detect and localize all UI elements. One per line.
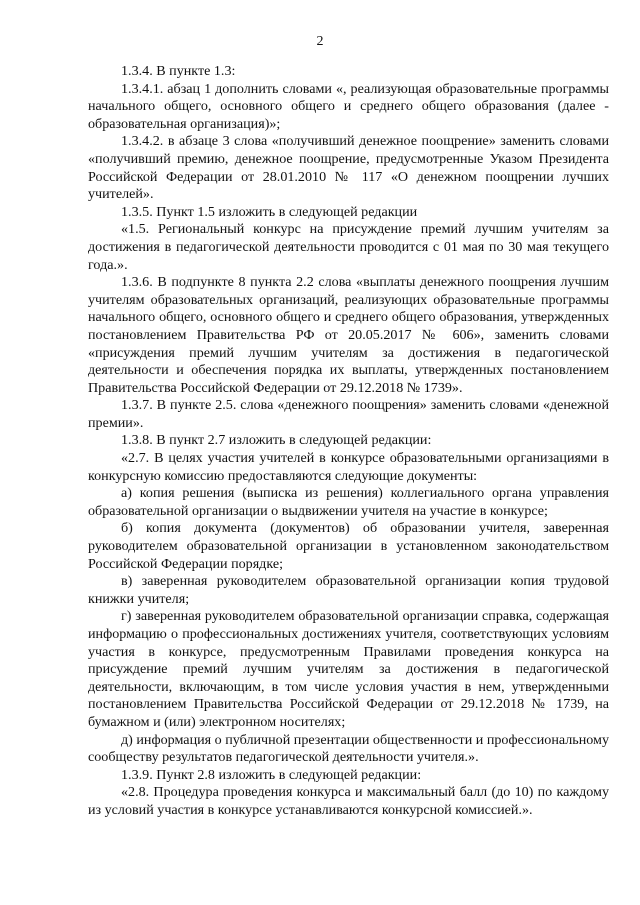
paragraph-1-3-7: 1.3.7. В пункте 2.5. слова «денежного поощрения» заменить словами «денежной премии». xyxy=(88,397,609,431)
list-item-a: а) копия решения (выписка из решения) коллегиального органа управления образовательной организации о выдвижении учителя на участие в конкурсе; xyxy=(88,485,609,519)
page-number: 2 xyxy=(316,34,324,49)
paragraph-1-3-5: 1.3.5. Пункт 1.5 изложить в следующей редакции xyxy=(121,203,418,220)
paragraph-1-3-8: 1.3.8. В пункт 2.7 изложить в следующей редакции: xyxy=(121,432,432,449)
paragraph-quote-1-5: «1.5. Региональный конкурс на присуждение премий лучшим учителям за достижения в педагогической деятельности проводится с 01 мая по 30 мая текущего года.». xyxy=(88,221,609,273)
paragraph-1-3-6: 1.3.6. В подпункте 8 пункта 2.2 слова «выплаты денежного поощрения лучшим учителям образовательных организаций, реализующих образовательные программы начального общего, основного общего и среднего общего образования, утвержденных постановлением Правительства РФ от 20.05.2017 № 606», заменить словами «присуждения премий лучшим учителям за достижения в педагогической деятельности и обеспечения порядка их выплаты, утвержденных постановлением Правительства Российской Федерации от 29.12.2018 № 1739». xyxy=(88,274,609,396)
paragraph-quote-2-8: «2.8. Процедура проведения конкурса и максимальный балл (до 10) по каждому из условий участия в конкурсе устанавливаются конкурсной комиссией.». xyxy=(88,784,609,818)
document-body xyxy=(88,63,609,820)
list-item-g: г) заверенная руководителем образовательной организации справка, содержащая информацию о профессиональных достижениях учителя, соответствующих условиям участия в конкурсе, предусмотренным Правилами проведения конкурса на присуждение премий лучшим учителям за достижения в педагогической деятельности, включающим, в том числе условия участия в нем, утвержденными постановлением Правительства Российской Федерации от 29.12.2018 № 1739, на бумажном и (или) электронном носителях; xyxy=(88,608,609,730)
list-item-d: д) информация о публичной презентации общественности и профессиональному сообществу результатов педагогической деятельности учителя.». xyxy=(88,731,609,766)
paragraph-quote-2-7: «2.7. В целях участия учителей в конкурсе образовательными организациями в конкурсную комиссию предоставляются следующие документы: xyxy=(88,450,609,484)
list-item-b: б) копия документа (документов) об образовании учителя, заверенная руководителем образовательной организации в установленном законодательством Российской Федерации порядке; xyxy=(88,520,609,572)
paragraph-1-3-4-2: 1.3.4.2. в абзаце 3 слова «получивший денежное поощрение» заменить словами «получивший премию, денежное поощрение, предусмотренные Указом Президента Российской Федерации от 28.01.2010 № 117 «О денежном поощрении лучших учителей». xyxy=(88,133,609,203)
paragraph-1-3-9: 1.3.9. Пункт 2.8 изложить в следующей редакции: xyxy=(121,766,422,783)
paragraph-1-3-4: 1.3.4. В пункте 1.3: xyxy=(121,63,236,79)
list-item-v: в) заверенная руководителем образовательной организации копия трудовой книжки учителя; xyxy=(88,573,609,607)
paragraph-1-3-4-1: 1.3.4.1. абзац 1 дополнить словами «, реализующая образовательные программы начального общего, основного общего и среднего общего образования (далее - образовательная организация)»; xyxy=(88,80,609,132)
